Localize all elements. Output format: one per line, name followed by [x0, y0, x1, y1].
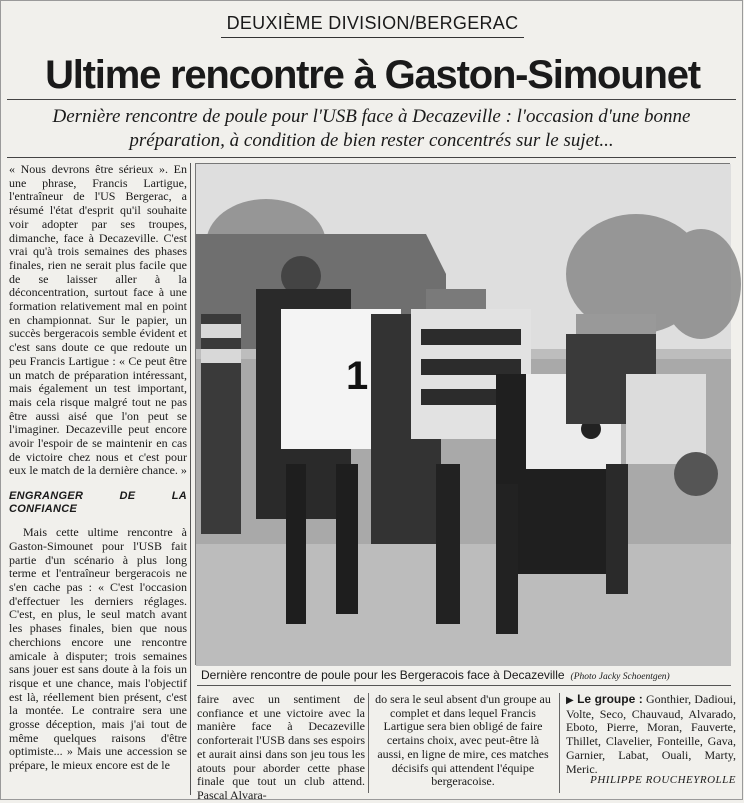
headline: Ultime rencontre à Gaston-Simounet [45, 53, 700, 97]
group-label: Le groupe : [577, 692, 643, 706]
rugby-photo-illustration [196, 164, 731, 666]
column-divider-2 [368, 693, 369, 793]
kicker-wrapper [1, 13, 744, 38]
article-paragraph-2: Mais cette ultime rencontre à Gaston-Simounet pour l'USB fait partie d'un scénario à plus long terme et l'entraîneur bergeracois ne s'en cache pas : « C'est l'occasion d'effectuer les derniers réglages. C'est, en plus, le seul match avant les phases finales, bien que nous cherchions encore une rencontre amicale à disputer; trois semaines sans jouer est sans doute à la fois un risque et une chance, mais l'objectif est là, réellement bien présent, c'est la montée. Le contraire sera une grosse déception, mais j'ai tout de même quelques raisons d'être optimiste... » Mais une accession se prépare, le mieux encore est de le [9, 525, 187, 773]
deck-rule [7, 157, 736, 158]
rugby-photo [195, 163, 730, 665]
article-subhead: ENGRANGER DE LA CONFIANCE [9, 490, 187, 516]
column-divider [190, 163, 191, 795]
photo-caption-text: Dernière rencontre de poule pour les Bergeracois face à Decazeville [201, 668, 565, 682]
article-column-1 [9, 163, 187, 799]
article-column-3: do sera le seul absent d'un groupe au complet et dans lequel Francis Lartigue sera bien obligé de faire certains choix, avec peut-être là aussi, en ligne de mire, ces matches décisifs qui attendent l'équipe bergeracoise. [375, 692, 551, 789]
article-column-2: faire avec un sentiment de confiance et une victoire avec la manière face à Decazeville conforterait l'USB dans ses espoirs et aurait ainsi dans son jeu tous les atouts pour aborder cette phase finale que tout un club attend. Pascal Alvara- [197, 692, 365, 802]
byline: PHILIPPE ROUCHEYROLLE [590, 774, 736, 786]
column-divider-3 [559, 693, 560, 793]
deck-subtitle: Dernière rencontre de poule pour l'USB face à Decazeville : l'occasion d'une bonne préparation, à condition de bien rester concentrés sur le sujet... [52, 106, 691, 151]
group-list: Gonthier, Dadioui, Volte, Seco, Chauvaud, Alvarado, Eboto, Pierre, Moran, Fauverte, Thillet, Clavelier, Fonteille, Gava, Garnier, Labat, Ouali, Marty, Meric. [566, 692, 736, 776]
photo-caption [201, 668, 731, 682]
article-paragraph-1: « Nous devrons être sérieux ». En une phrase, Francis Lartigue, l'entraîneur de l'US Bergerac, a résumé l'état d'esprit qu'il souhaite voir adopter par ses troupes, dimanche, face à Decazeville. C'est vrai qu'à trois semaines des phases finales, rien ne serait plus facile que de se laisser aller à la déconcentration, surtout face à une formation relativement mal en point en championnat. Sur le papier, un succès bergeracois semble évident et c'est sans doute ce que redoute un peu Francis Lartigue : « Ce peut être un match de préparation intéressant, mais également un test important, mais cela risque malgré tout ne pas être aussi aisé que l'on peut se l'imaginer. Decazeville peut encore avoir l'espoir de se maintenir en cas de victoire chez nous et c'est pour eux le match de la dernière chance. » [9, 162, 187, 478]
section-kicker: DEUXIÈME DIVISION/BERGERAC [221, 13, 525, 38]
photo-credit: (Photo Jacky Schoentgen) [570, 672, 670, 682]
triangle-icon: ▶ [566, 695, 574, 706]
caption-rule [197, 685, 731, 686]
jersey-number-text: 1 [346, 354, 369, 398]
headline-rule [7, 99, 736, 100]
